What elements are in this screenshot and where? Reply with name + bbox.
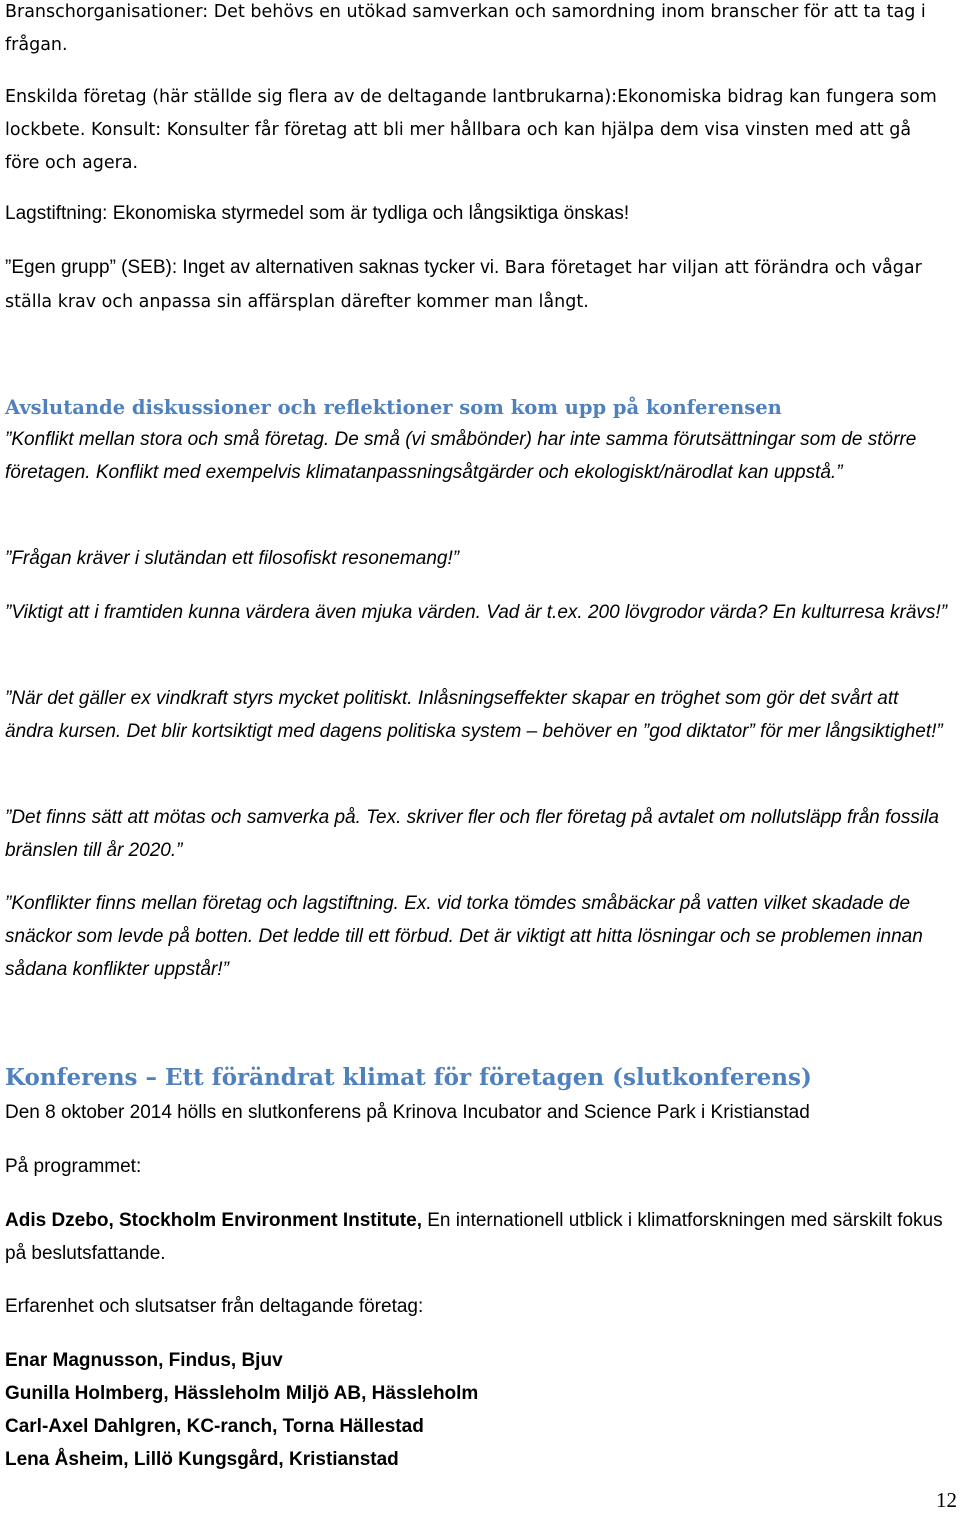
egen-grupp-text: ”Egen grupp” (SEB): Inget av alternativen saknas tycker vi.: [5, 257, 500, 278]
participant-list: [5, 1344, 950, 1476]
participant-item: Enar Magnusson, Findus, Bjuv: [5, 1350, 283, 1371]
quote-3: ”Viktigt att i framtiden kunna värdera även mjuka värden. Vad är t.ex. 200 lövgrodor värda? En kulturresa krävs!”: [5, 602, 948, 623]
konsult-text: Konsult: Konsulter får företag att bli mer hållbara och kan hjälpa dem visa vinsten med att gå före och agera.: [5, 120, 912, 173]
section-heading-conference: Konferens – Ett förändrat klimat för företagen (slutkonferens): [5, 1064, 812, 1091]
quote-2: ”Frågan kräver i slutändan ett filosofiskt resonemang!”: [5, 548, 460, 569]
conference-intro: Den 8 oktober 2014 hölls en slutkonferens på Krinova Incubator and Science Park i Kristianstad: [5, 1102, 810, 1123]
enskilda-foretag-paragraph: [5, 81, 950, 180]
branschorganisationer-paragraph: Branschorganisationer: Det behövs en utökad samverkan och samordning inom branscher för att ta tag i frågan.: [5, 2, 926, 55]
egen-grupp-conclusion: Bara företaget har viljan att förändra och vågar ställa krav och anpassa sin affärsplan därefter kommer man långt.: [5, 258, 922, 312]
participant-item: Gunilla Holmberg, Hässleholm Miljö AB, Hässleholm: [5, 1383, 479, 1404]
lagstiftning-paragraph: Lagstiftning: Ekonomiska styrmedel som är tydliga och långsiktiga önskas!: [5, 203, 630, 224]
speaker-paragraph: [5, 1204, 950, 1270]
speaker-name: Adis Dzebo, Stockholm Environment Institute,: [5, 1210, 422, 1231]
quote-6: ”Konflikter finns mellan företag och lagstiftning. Ex. vid torka tömdes småbäckar på vatten vilket skadade de snäckor som levde på botten. Det ledde till ett förbud. Det är viktigt att hitta lösningar och se problemen innan sådana konflikter uppstår!”: [5, 893, 923, 980]
participant-item: Lena Åsheim, Lillö Kungsgård, Kristianstad: [5, 1449, 399, 1470]
quote-1: ”Konflikt mellan stora och små företag. De små (vi småbönder) har inte samma förutsättningar som de större företagen. Konflikt med exempelvis klimatanpassningsåtgärder och ekologiskt/närodlat kan uppstå.”: [5, 429, 917, 483]
egen-grupp-paragraph: [5, 251, 950, 319]
speaker-topic: En internationell utblick i klimatforskningen med särskilt fokus på beslutsfattande.: [5, 1210, 943, 1264]
quote-4: ”När det gäller ex vindkraft styrs mycket politiskt. Inlåsningseffekter skapar en tröghet som gör det svårt att ändra kursen. Det blir kortsiktigt med dagens politiska system – behöver en ”god diktator” för mer långsiktighet!”: [5, 688, 943, 742]
program-label: På programmet:: [5, 1156, 142, 1177]
enskilda-foretag-text: Enskilda företag (här ställde sig flera av de deltagande lantbrukarna):Ekonomiska bidrag kan fungera som lockbete.: [5, 87, 937, 140]
participant-item: Carl-Axel Dahlgren, KC-ranch, Torna Hällestad: [5, 1416, 424, 1437]
section-heading-discussions: Avslutande diskussioner och reflektioner som kom upp på konferensen: [5, 396, 782, 419]
page-number: 12: [936, 1488, 957, 1512]
experience-label: Erfarenhet och slutsatser från deltagande företag:: [5, 1296, 424, 1317]
quote-5: ”Det finns sätt att mötas och samverka på. Tex. skriver fler och fler företag på avtalet om nollutsläpp från fossila bränslen till år 2020.”: [5, 807, 939, 861]
